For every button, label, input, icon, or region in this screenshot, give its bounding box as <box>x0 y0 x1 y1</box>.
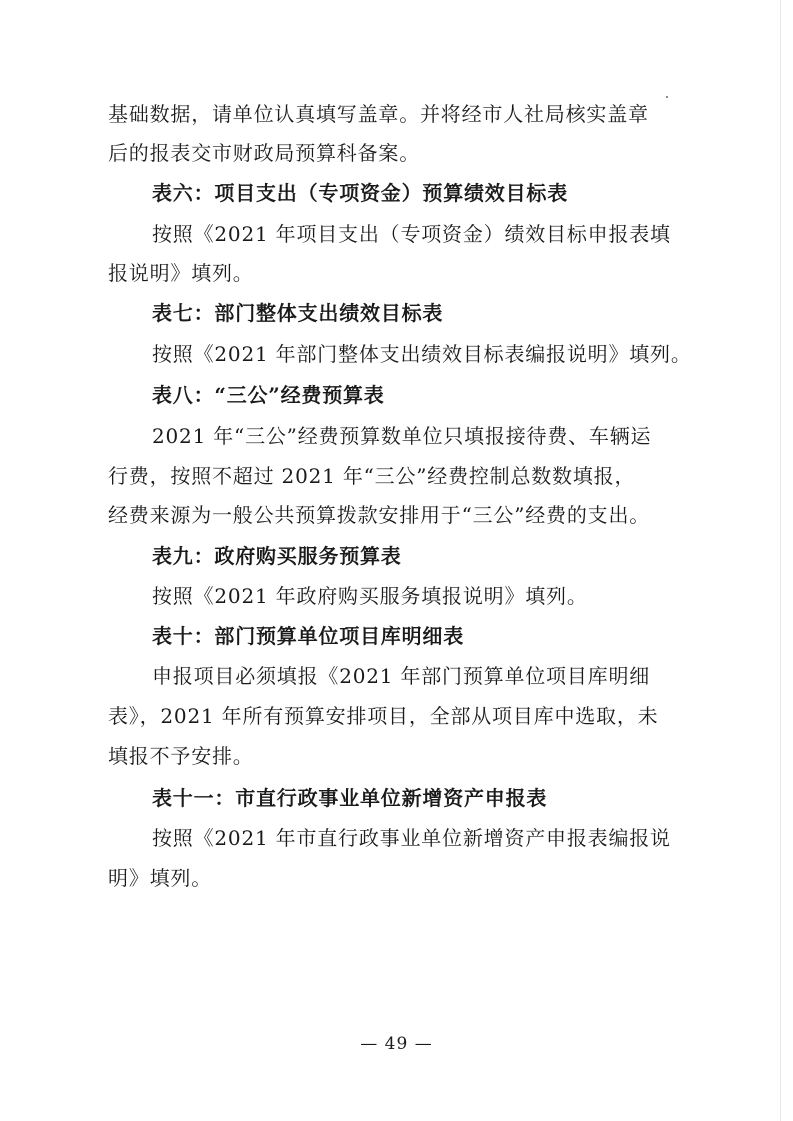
page-number: — 49 — <box>360 1034 433 1054</box>
body-text-line: 2021 年“三公”经费预算数单位只填报接待费、车辆运 <box>152 424 652 448</box>
body-text-line: 填报不予安排。 <box>108 744 254 768</box>
section-heading-table-8: 表八：“三公”经费预算表 <box>152 383 385 407</box>
body-text-line: 报说明》填列。 <box>108 261 254 285</box>
scan-speck <box>666 96 668 98</box>
body-text-line: 按照《2021 年政府购买服务填报说明》填列。 <box>152 584 588 608</box>
body-text-line: 基础数据，请单位认真填写盖章。并将经市人社局核实盖章 <box>108 102 649 126</box>
body-text-line: 经费来源为一般公共预算拨款安排用于“三公”经费的支出。 <box>108 503 651 527</box>
body-text-line: 表》，2021 年所有预算安排项目，全部从项目库中选取，未 <box>108 704 659 728</box>
section-heading-table-10: 表十：部门预算单位项目库明细表 <box>152 624 464 648</box>
body-text-line: 按照《2021 年项目支出（专项资金）绩效目标申报表填 <box>152 222 671 246</box>
section-heading-table-6: 表六：项目支出（专项资金）预算绩效目标表 <box>152 181 568 205</box>
body-text-line: 后的报表交市财政局预算科备案。 <box>108 141 420 165</box>
body-text-line: 明》填列。 <box>108 866 212 890</box>
body-text-line: 申报项目必须填报《2021 年部门预算单位项目库明细 <box>152 664 651 688</box>
body-text-line: 按照《2021 年部门整体支出绩效目标表编报说明》填列。 <box>152 342 692 366</box>
section-heading-table-7: 表七：部门整体支出绩效目标表 <box>152 301 444 325</box>
section-heading-table-11: 表十一：市直行政事业单位新增资产申报表 <box>152 786 548 810</box>
page-edge-line <box>780 0 781 1121</box>
body-text-line: 行费，按照不超过 2021 年“三公”经费控制总数数填报， <box>108 464 636 488</box>
section-heading-table-9: 表九：政府购买服务预算表 <box>152 544 402 568</box>
body-text-line: 按照《2021 年市直行政事业单位新增资产申报表编报说 <box>152 826 671 850</box>
